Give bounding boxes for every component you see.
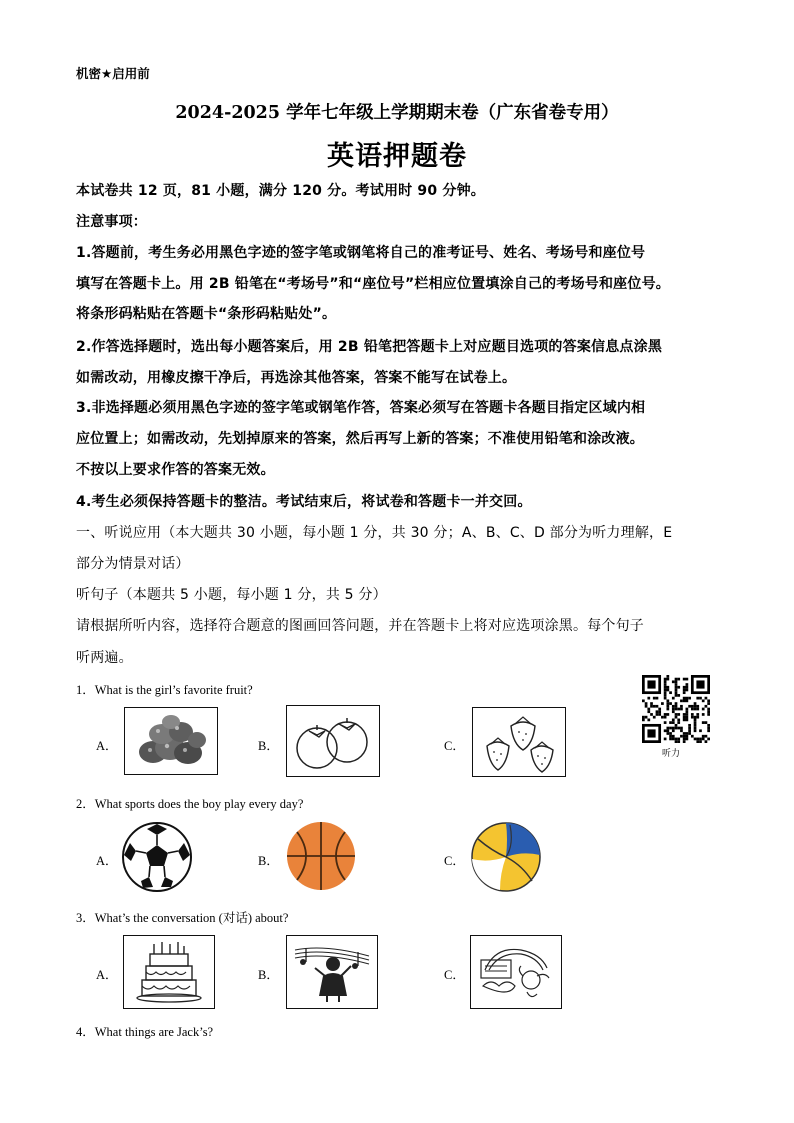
strawberries-image[interactable] — [472, 707, 566, 777]
section-title-cont: 部分为情景对话） — [76, 556, 190, 572]
notice-line: 应位置上；如需改动，先划掉原来的答案，然后再写上新的答案；不准使用铅笔和涂改液。 — [76, 431, 644, 447]
section-title: 一、听说应用（本大题共 30 小题，每小题 1 分，共 30 分；A、B、C、D 部分为听力理解，E — [76, 525, 673, 541]
notice-title: 注意事项： — [76, 214, 147, 230]
intro-text: 本试卷共 12 页，81 小题，满分 120 分。考试用时 90 分钟。 — [76, 183, 485, 199]
notice-line: 4.考生必须保持答题卡的整洁。考试结束后，将试卷和答题卡一并交回。 — [76, 494, 532, 510]
option-label-c: C． — [444, 968, 465, 982]
option-label-c: C． — [444, 739, 465, 753]
option-label-a: A． — [96, 854, 118, 868]
part-title: 听句子（本题共 5 小题，每小题 1 分，共 5 分） — [76, 587, 387, 603]
confidential-label: 机密★启用前 — [76, 66, 150, 81]
instruction-text: 请根据所听内容，选择符合题意的图画回答问题，并在答题卡上将对应选项涂黑。每个句子 — [76, 618, 644, 634]
notice-line: 将条形码粘贴在答题卡“条形码粘贴处”。 — [76, 306, 337, 322]
notice-line: 填写在答题卡上。用 2B 铅笔在“考场号”和“座位号”栏相应位置填涂自己的考场号和座位号。 — [76, 276, 670, 292]
question-4: 4．What things are Jack’s? — [76, 1025, 214, 1039]
birthday-cake-image[interactable] — [123, 935, 215, 1009]
art-image[interactable] — [470, 935, 562, 1009]
option-label-a: A． — [96, 968, 118, 982]
option-label-c: C． — [444, 854, 465, 868]
question-1: 1．What is the girl’s favorite fruit? — [76, 683, 253, 697]
exam-title: 2024-2025 学年七年级上学期期末卷（广东省卷专用） — [175, 103, 619, 123]
notice-line: 2.作答选择题时，选出每小题答案后，用 2B 铅笔把答题卡上对应题目选项的答案信息点涂黑 — [76, 339, 663, 355]
instruction-text-cont: 听两遍。 — [76, 650, 133, 666]
notice-line: 3.非选择题必须用黑色字迹的签字笔或钢笔作答，答案必须写在答题卡各题目指定区域内相 — [76, 400, 646, 416]
soccer-ball-image[interactable] — [121, 821, 193, 893]
basketball-image[interactable] — [285, 820, 357, 892]
notice-line: 不按以上要求作答的答案无效。 — [76, 462, 275, 478]
exam-subtitle: 英语押题卷 — [327, 141, 467, 172]
notice-line: 1.答题前，考生务必用黑色字迹的签字笔或钢笔将自己的准考证号、姓名、考场号和座位号 — [76, 245, 646, 261]
option-label-b: B． — [258, 739, 279, 753]
potatoes-image[interactable] — [124, 707, 218, 775]
option-label-b: B． — [258, 968, 279, 982]
notice-line: 如需改动，用橡皮擦干净后，再选涂其他答案，答案不能写在试卷上。 — [76, 370, 517, 386]
music-image[interactable] — [286, 935, 378, 1009]
question-2: 2．What sports does the boy play every day? — [76, 797, 304, 811]
option-label-a: A． — [96, 739, 118, 753]
qr-caption: 听力 — [662, 749, 681, 759]
volleyball-image[interactable] — [470, 821, 542, 893]
question-3: 3．What’s the conversation (对话) about? — [76, 911, 289, 925]
qr-code-image[interactable] — [640, 675, 712, 743]
option-label-b: B． — [258, 854, 279, 868]
tomatoes-image[interactable] — [286, 705, 380, 777]
